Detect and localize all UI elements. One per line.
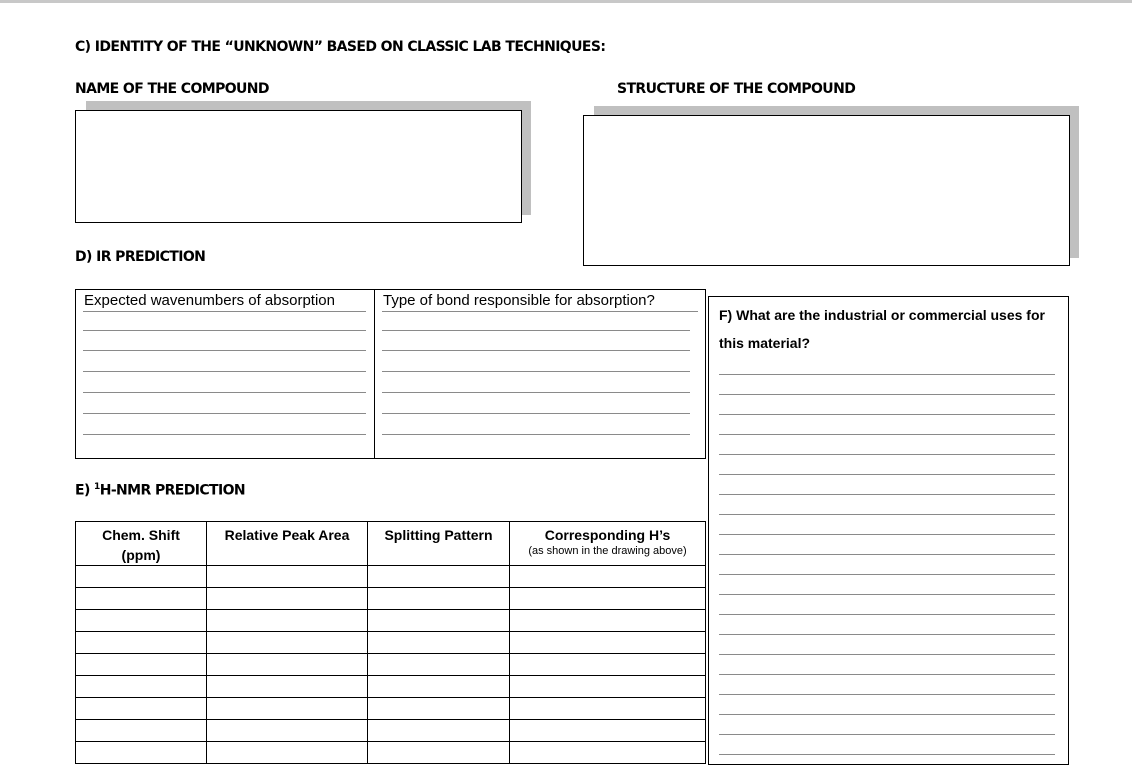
uses-answer-line[interactable] [719, 614, 1055, 615]
uses-answer-line[interactable] [719, 634, 1055, 635]
uses-answer-line[interactable] [719, 734, 1055, 735]
nmr-cell[interactable] [510, 632, 706, 654]
ir-answer-line[interactable] [83, 371, 366, 372]
nmr-cell[interactable] [510, 566, 706, 588]
nmr-cell[interactable] [207, 698, 368, 720]
uses-answer-line[interactable] [719, 554, 1055, 555]
page-top-edge [0, 0, 1132, 3]
name-of-compound-box[interactable] [75, 110, 522, 223]
section-e-title [75, 482, 245, 499]
nmr-cell[interactable] [510, 588, 706, 610]
nmr-header-row [76, 522, 706, 566]
structure-of-compound-box[interactable] [583, 115, 1070, 266]
nmr-row [76, 742, 706, 764]
ir-wavenumber-column [76, 290, 375, 458]
section-d-title: D) IR PREDICTION [75, 249, 206, 265]
uses-answer-line[interactable] [719, 574, 1055, 575]
nmr-cell[interactable] [207, 632, 368, 654]
nmr-cell[interactable] [368, 720, 510, 742]
uses-answer-line[interactable] [719, 654, 1055, 655]
nmr-cell[interactable] [76, 632, 207, 654]
nmr-cell[interactable] [207, 610, 368, 632]
uses-answer-line[interactable] [719, 434, 1055, 435]
ir-answer-line[interactable] [382, 434, 690, 435]
ir-bond-header: Type of bond responsible for absorption? [383, 292, 655, 309]
nmr-cell[interactable] [207, 654, 368, 676]
ir-wavenumber-header: Expected wavenumbers of absorption [84, 292, 335, 309]
nmr-cell[interactable] [76, 610, 207, 632]
corresponding-h-note: (as shown in the drawing above) [528, 545, 687, 557]
chem-shift-label: Chem. Shift [102, 527, 180, 543]
ir-answer-line[interactable] [83, 413, 366, 414]
ir-answer-line[interactable] [382, 413, 690, 414]
nmr-cell[interactable] [368, 632, 510, 654]
nmr-cell[interactable] [207, 588, 368, 610]
nmr-cell[interactable] [76, 588, 207, 610]
section-e-prefix: E) [75, 482, 95, 499]
ir-answer-line[interactable] [382, 392, 690, 393]
uses-answer-line[interactable] [719, 514, 1055, 515]
nmr-cell[interactable] [207, 720, 368, 742]
name-of-compound-label: NAME OF THE COMPOUND [75, 81, 269, 97]
nmr-cell[interactable] [207, 566, 368, 588]
nmr-cell[interactable] [76, 676, 207, 698]
ir-answer-line[interactable] [83, 434, 366, 435]
ir-answer-line[interactable] [83, 392, 366, 393]
nmr-row [76, 632, 706, 654]
ir-header-rule [382, 311, 698, 312]
nmr-cell[interactable] [368, 654, 510, 676]
nmr-cell[interactable] [368, 566, 510, 588]
nmr-cell[interactable] [510, 742, 706, 764]
uses-answer-line[interactable] [719, 414, 1055, 415]
ir-header-rule [83, 311, 366, 312]
nmr-row [76, 654, 706, 676]
section-c-title: C) IDENTITY OF THE “UNKNOWN” BASED ON CLASSIC LAB TECHNIQUES: [75, 39, 606, 55]
nmr-cell[interactable] [76, 566, 207, 588]
ir-answer-line[interactable] [83, 330, 366, 331]
nmr-row [76, 566, 706, 588]
uses-answer-line[interactable] [719, 534, 1055, 535]
nmr-cell[interactable] [76, 742, 207, 764]
section-f-question: F) What are the industrial or commercial uses for this material? [719, 307, 1045, 351]
nmr-row [76, 610, 706, 632]
uses-answer-line[interactable] [719, 754, 1055, 755]
splitting-pattern-header: Splitting Pattern [368, 522, 510, 566]
nmr-cell[interactable] [368, 588, 510, 610]
nmr-cell[interactable] [510, 698, 706, 720]
nmr-row [76, 588, 706, 610]
nmr-cell[interactable] [368, 698, 510, 720]
ir-answer-line[interactable] [83, 350, 366, 351]
uses-answer-line[interactable] [719, 474, 1055, 475]
nmr-cell[interactable] [368, 742, 510, 764]
nmr-cell[interactable] [76, 654, 207, 676]
structure-of-compound-label: STRUCTURE OF THE COMPOUND [617, 81, 856, 97]
uses-answer-line[interactable] [719, 594, 1055, 595]
chem-shift-unit: (ppm) [121, 547, 161, 563]
nmr-cell[interactable] [368, 676, 510, 698]
uses-answer-line[interactable] [719, 694, 1055, 695]
ir-answer-line[interactable] [382, 371, 690, 372]
nmr-cell[interactable] [207, 742, 368, 764]
uses-answer-line[interactable] [719, 714, 1055, 715]
nmr-cell[interactable] [510, 720, 706, 742]
section-e-superscript: 1 [94, 482, 100, 492]
nmr-row [76, 720, 706, 742]
ir-prediction-table [75, 289, 706, 459]
uses-answer-line[interactable] [719, 374, 1055, 375]
nmr-cell[interactable] [510, 676, 706, 698]
uses-answer-line[interactable] [719, 674, 1055, 675]
nmr-cell[interactable] [510, 610, 706, 632]
section-e-rest: H-NMR PREDICTION [99, 482, 246, 499]
peak-area-header: Relative Peak Area [207, 522, 368, 566]
nmr-cell[interactable] [207, 676, 368, 698]
nmr-prediction-table [75, 521, 706, 764]
nmr-row [76, 698, 706, 720]
section-f-box [708, 296, 1069, 765]
corresponding-h-header [510, 522, 706, 566]
uses-answer-line[interactable] [719, 454, 1055, 455]
uses-answer-line[interactable] [719, 394, 1055, 395]
chem-shift-header [76, 522, 207, 566]
nmr-row [76, 676, 706, 698]
nmr-cell[interactable] [510, 654, 706, 676]
ir-answer-line[interactable] [382, 350, 690, 351]
ir-bond-column [375, 290, 705, 458]
ir-answer-line[interactable] [382, 330, 690, 331]
nmr-cell[interactable] [76, 698, 207, 720]
nmr-cell[interactable] [76, 720, 207, 742]
uses-answer-line[interactable] [719, 494, 1055, 495]
corresponding-h-label: Corresponding H’s [544, 527, 671, 543]
nmr-cell[interactable] [368, 610, 510, 632]
